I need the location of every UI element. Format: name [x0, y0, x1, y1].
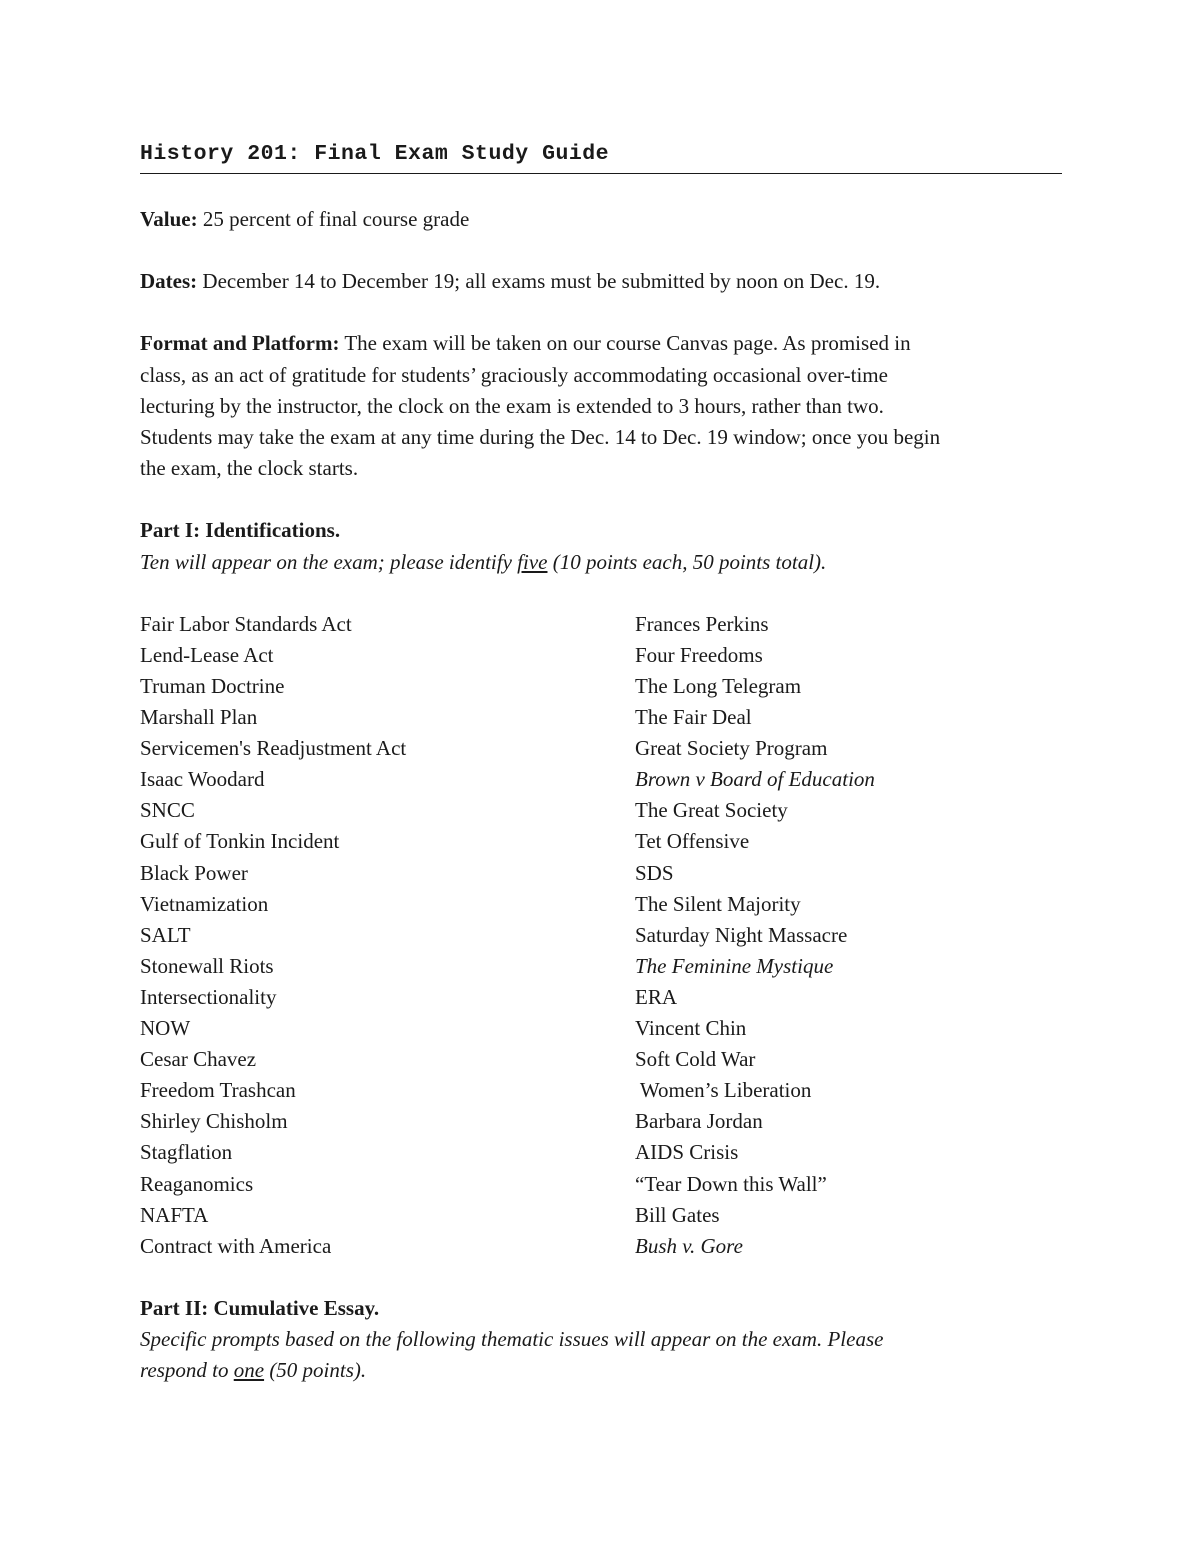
id-item: Shirley Chisholm	[140, 1109, 288, 1134]
id-item: The Feminine Mystique	[635, 953, 834, 978]
dates-label: Dates:	[140, 269, 198, 294]
id-item: Stagflation	[140, 1140, 233, 1165]
part1-heading: Part I: Identifications.	[140, 518, 341, 543]
id-item: Women’s Liberation	[635, 1078, 812, 1103]
id-item: Saturday Night Massacre	[635, 922, 848, 947]
part1-instr-underlined: five	[517, 549, 548, 574]
part1-instructions	[140, 547, 1062, 578]
part2-instr-underlined: one	[233, 1358, 265, 1383]
part1-instr-after: (10 points each, 50 points total).	[547, 549, 827, 574]
value-paragraph	[140, 204, 1062, 235]
id-item: SALT	[140, 922, 191, 947]
id-item: Truman Doctrine	[140, 674, 285, 699]
id-item: Vietnamization	[140, 891, 269, 916]
format-line-4: Students may take the exam at any time during the Dec. 14 to Dec. 19 window; once you begin	[140, 425, 941, 450]
format-line-3: lecturing by the instructor, the clock on the exam is extended to 3 hours, rather than two.	[140, 393, 884, 418]
id-item: NAFTA	[140, 1202, 209, 1227]
id-item: Lend-Lease Act	[140, 642, 274, 667]
id-item: Bush v. Gore	[635, 1233, 743, 1258]
id-item: Vincent Chin	[635, 1016, 747, 1041]
id-item: Great Society Program	[635, 736, 828, 761]
id-item: Bill Gates	[635, 1202, 720, 1227]
id-item: Stonewall Riots	[140, 953, 274, 978]
format-line-5: the exam, the clock starts.	[140, 456, 359, 481]
id-item: Isaac Woodard	[140, 767, 265, 792]
id-item: Tet Offensive	[635, 829, 750, 854]
id-item: The Great Society	[635, 798, 788, 823]
id-item: Marshall Plan	[140, 705, 258, 730]
part2-heading: Part II: Cumulative Essay.	[140, 1295, 380, 1320]
id-item: Four Freedoms	[635, 642, 763, 667]
id-item: Intersectionality	[140, 984, 277, 1009]
identifications-list	[140, 609, 1062, 1262]
part2-instructions-line-1: Specific prompts based on the following thematic issues will appear on the exam. Please	[140, 1327, 884, 1351]
value-label: Value:	[140, 207, 198, 231]
value-text: 25 percent of final course grade	[197, 207, 470, 231]
format-line-1	[140, 328, 1062, 359]
id-item: SNCC	[140, 798, 195, 823]
id-item: Reaganomics	[140, 1171, 254, 1196]
document-title: History 201: Final Exam Study Guide	[140, 138, 1062, 174]
part1-section	[140, 515, 1062, 577]
id-item: Soft Cold War	[635, 1047, 756, 1072]
part2-instr-after: (50 points).	[264, 1358, 367, 1383]
id-item: NOW	[140, 1016, 191, 1041]
id-item: Brown v Board of Education	[635, 767, 875, 792]
dates-paragraph	[140, 266, 1062, 297]
id-item: Freedom Trashcan	[140, 1078, 296, 1103]
id-item: Black Power	[140, 860, 248, 885]
id-item: SDS	[635, 860, 674, 885]
id-item: AIDS Crisis	[635, 1140, 739, 1165]
part1-instr-before: Ten will appear on the exam; please identify	[140, 549, 518, 574]
format-text-1: The exam will be taken on our course Canvas page. As promised in	[339, 331, 911, 356]
id-item: The Silent Majority	[635, 891, 801, 916]
id-item: Frances Perkins	[635, 611, 769, 636]
id-item: Servicemen's Readjustment Act	[140, 736, 407, 761]
identifications-left-column	[140, 609, 635, 1262]
id-item: Fair Labor Standards Act	[140, 611, 352, 636]
id-item: The Fair Deal	[635, 705, 752, 730]
id-item: Contract with America	[140, 1233, 332, 1258]
format-label: Format and Platform:	[140, 331, 340, 356]
format-paragraph	[140, 328, 1062, 484]
format-line-2: class, as an act of gratitude for students’ graciously accommodating occasional over-time	[140, 362, 888, 387]
study-guide-page	[140, 138, 1062, 1386]
id-item: Cesar Chavez	[140, 1047, 257, 1072]
part2-instr-before: respond to	[140, 1358, 234, 1383]
id-item: The Long Telegram	[635, 674, 802, 699]
id-item: Gulf of Tonkin Incident	[140, 829, 340, 854]
part2-instructions-line-2	[140, 1355, 1062, 1386]
id-item: “Tear Down this Wall”	[635, 1171, 827, 1196]
dates-text: December 14 to December 19; all exams must be submitted by noon on Dec. 19.	[197, 269, 881, 294]
id-item: ERA	[635, 984, 677, 1009]
id-item: Barbara Jordan	[635, 1109, 763, 1134]
part2-section	[140, 1293, 1062, 1387]
identifications-right-column	[635, 609, 1062, 1262]
